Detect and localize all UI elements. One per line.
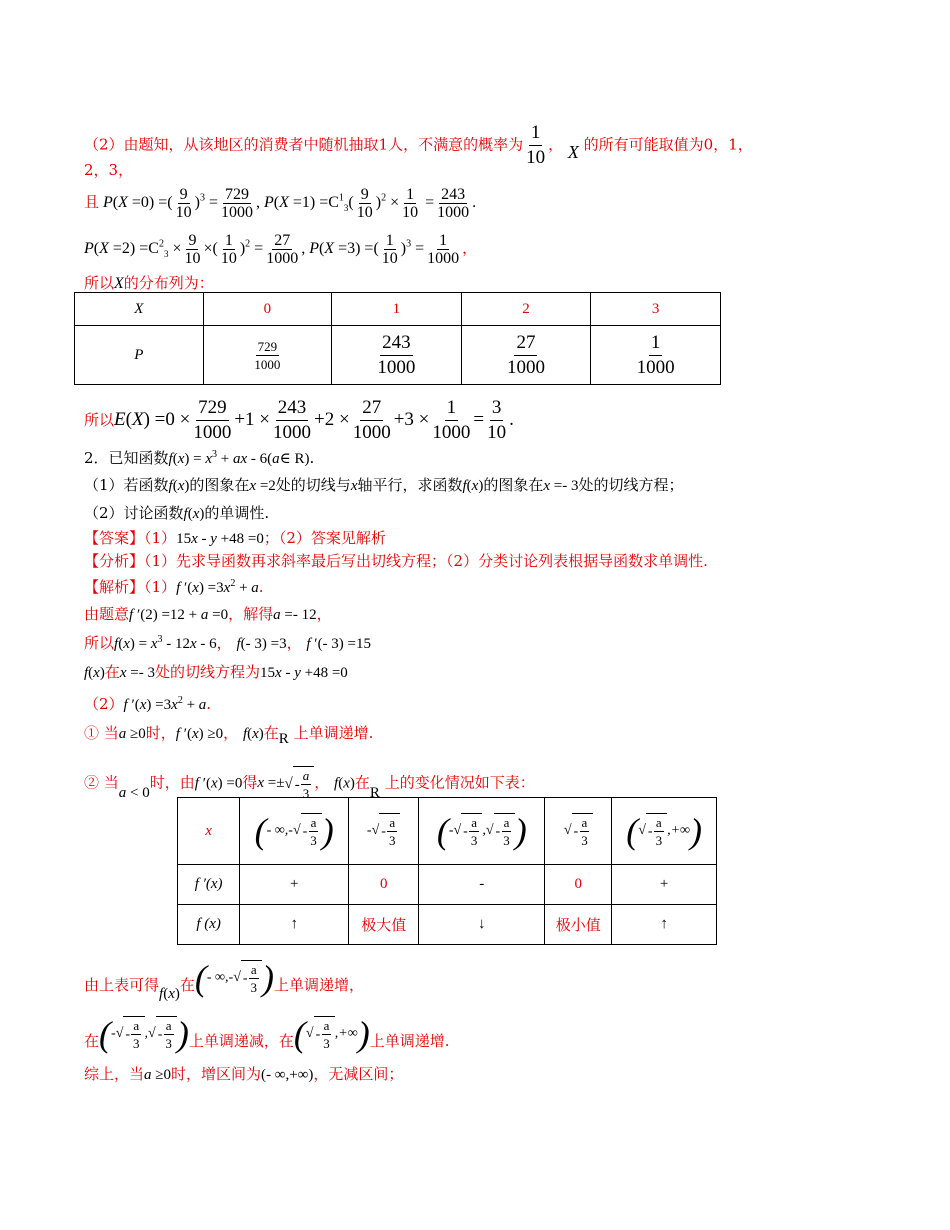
interval-cell: √ - $\frac{a}{3}$: [545, 798, 612, 865]
interval-cell: - √ - $\frac{a}{3}$: [349, 798, 419, 865]
fprime-label: f ′(x): [178, 865, 240, 905]
trend-cell: ↑: [240, 905, 349, 945]
prob-cell: $\frac{243}{1000}$: [332, 326, 462, 385]
sign-cell: +: [612, 865, 717, 905]
interval-cell: ( √ - $\frac{a}{3}$ ,+∞ ): [612, 798, 717, 865]
header-cell: X: [75, 293, 204, 326]
row-label: P: [75, 326, 204, 385]
sign-cell: +: [240, 865, 349, 905]
header-cell: 2: [461, 293, 591, 326]
header-cell: 0: [203, 293, 331, 326]
interval-cell: ( - ∞,- √ - $\frac{a}{3}$ ): [240, 798, 349, 865]
trend-cell: 极小值: [545, 905, 612, 945]
conclusion-3: 综上，当a ≥0时，增区间为(- ∞,+∞)，无减区间；: [84, 1065, 404, 1083]
prob-cell: $\frac{729}{1000}$: [203, 326, 331, 385]
question-2-part2: （2）讨论函数f(x)的单调性.: [84, 504, 270, 522]
conclusion-1: 由上表可得f(x)在 ( - ∞,- √ - $\frac{a}{3}$ ) 上单调递增，: [84, 958, 365, 1002]
sign-cell: 0: [545, 865, 612, 905]
line-p2-p3: $P(X =2) =C^2_3$ × $\frac{9}{10}$ ×( $\frac{1}{10}$ )$^2$ = $\frac{27}{1000}$ , P(X =3) =( $\frac{1}{10}$ )$^3$ = $\frac{1}{1000}$ ，: [84, 232, 478, 267]
analysis-line: 【分析】（1）先求导函数再求斜率最后写出切线方程；（2）分类讨论列表根据导函数求单调性.: [84, 552, 708, 570]
question-2: 2．已知函数$f(x) = x^3$ + ax - 6(a∈ R).: [84, 449, 315, 467]
solution-step-4: （2）f $'(x) =3x^2 + a$.: [84, 695, 212, 713]
sign-cell: -: [419, 865, 545, 905]
distribution-table: [74, 292, 721, 385]
trend-cell: ↓: [419, 905, 545, 945]
interval-cell: ( - √ - $\frac{a}{3}$ , √ - $\frac{a}{3}$ ): [419, 798, 545, 865]
conclusion-2: 在 ( - √ - $\frac{a}{3}$ , √ - $\frac{a}{3}$ ) 上单调递减，在 ( √ - $\frac{a}{3}$ ,+∞ ) 上单调递增.: [84, 1014, 450, 1054]
header-cell: 1: [332, 293, 462, 326]
question-2-part1: （1）若函数f(x)的图象在x =2处的切线与x轴平行，求函数f(x)的图象在x =- 3处的切线方程；: [84, 476, 684, 494]
trend-cell: 极大值: [349, 905, 419, 945]
line-p0-p1: 且 P(X =0) =( $\frac{9}{10}$ )$^3$ = $\frac{729}{1000}$ , $P(X =1) =C^1_3$( $\frac{9}{10}$ )$^2$ × $\frac{1}{10}$ = $\frac{243}{1000}$ .: [84, 186, 477, 221]
answer-line: 【答案】（1）15x - y +48 =0；（2）答案见解析: [84, 529, 386, 547]
header-cell: 3: [591, 293, 721, 326]
prob-cell: $\frac{27}{1000}$: [461, 326, 591, 385]
fraction: $\frac{1}{10}$: [526, 122, 546, 168]
line-dist-title: 所以X的分布列为：: [84, 274, 214, 292]
sign-cell: 0: [349, 865, 419, 905]
solution-step-1: 由题意f ′(2) =12 + a =0，解得a =- 12，: [84, 605, 332, 623]
prob-cell: $\frac{1}{1000}$: [591, 326, 721, 385]
case-2: ② 当a < 0时，由f ′(x) =0得x =±√ - $\frac{a}{3}$ ， f(x)在R 上的变化情况如下表：: [84, 768, 535, 802]
solution-step-2: 所以$f(x) = x^3 - 12x - 6$， f(- 3) =3， f ′(- 3) =15: [84, 634, 372, 652]
line-prob: （2）由题知，从该地区的消费者中随机抽取1人，不满意的概率为 $\frac{1}{10}$ ， X 的所有可能取值为0，1，: [84, 122, 753, 168]
line-values: 2，3，: [84, 161, 134, 179]
monotonicity-table: [177, 797, 717, 945]
case-1: ① 当a ≥0时，f ′(x) ≥0， f(x)在R 上单调递增.: [84, 724, 374, 747]
x-label: x: [178, 798, 240, 865]
solution-step-3: f(x)在x =- 3处的切线方程为15x - y +48 =0: [84, 663, 348, 681]
solution-line: 【解析】（1）f $'(x) =3x^2 + a$.: [84, 578, 264, 596]
f-label: f (x): [178, 905, 240, 945]
line-expectation: 所以E(X) =0 × $\frac{729}{1000}$ +1 × $\frac{243}{1000}$ +2 × $\frac{27}{1000}$ +3 × $\frac{1}{1000}$ = $\frac{3}{10}$ .: [84, 397, 514, 443]
trend-cell: ↑: [612, 905, 717, 945]
